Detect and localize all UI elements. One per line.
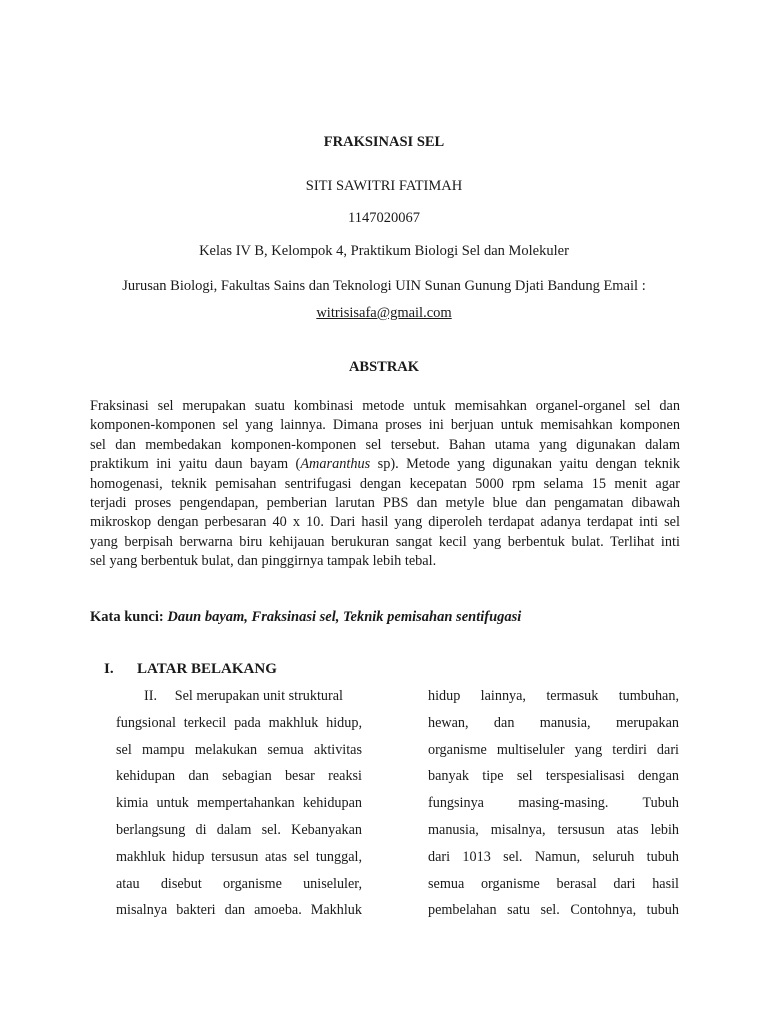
body-column-right bbox=[428, 687, 679, 928]
section-title: LATAR BELAKANG bbox=[137, 661, 277, 677]
subsection-number: II. bbox=[144, 688, 157, 704]
keywords-values: Daun bayam, Fraksinasi sel, Teknik pemisahan sentifugasi bbox=[167, 609, 522, 625]
email-link[interactable]: witrisisafa@gmail.com bbox=[316, 305, 452, 321]
keywords-label: Kata kunci: bbox=[90, 609, 168, 625]
body-line: atau disebut organisme uniseluler, bbox=[116, 875, 362, 892]
abstract-line: terjadi proses pengendapan, pemberian larutan PBS dan metyle blue dan pengamatan dibawah bbox=[90, 494, 680, 511]
body-line: sel mampu melakukan semua aktivitas bbox=[116, 741, 362, 758]
abstract-heading: ABSTRAK bbox=[348, 359, 420, 375]
section-heading bbox=[104, 660, 277, 678]
body-line: semua organisme berasal dari hasil bbox=[428, 875, 679, 892]
email-line bbox=[0, 304, 768, 322]
body-line: makhluk hidup tersusun atas sel tunggal, bbox=[116, 848, 362, 865]
body-line: banyak tipe sel terspesialisasi dengan bbox=[428, 768, 679, 785]
body-column-left bbox=[116, 687, 362, 928]
abstract-body bbox=[90, 397, 680, 572]
abstract-line: mikroskop dengan perbesaran 40 x 10. Dari hasil yang diperoleh terdapat adanya terdapat inti sel bbox=[90, 514, 680, 531]
abstract-line: sel dan membedakan komponen-komponen sel tersebut. Bahan utama yang digunakan dalam bbox=[90, 436, 680, 453]
section-number: I. bbox=[104, 661, 114, 677]
keywords-line bbox=[90, 608, 521, 626]
body-line: organisme multiseluler yang terdiri dari bbox=[428, 741, 679, 758]
body-line: pembelahan satu sel. Contohnya, tubuh bbox=[428, 902, 679, 919]
abstract-line: komponen-komponen sel yang lainnya. Dimana proses ini berjuan untuk memisahkan komponen bbox=[90, 417, 680, 434]
body-line: manusia, misalnya, tersusun atas lebih bbox=[428, 821, 679, 838]
body-text-segment: Sel merupakan unit struktural bbox=[174, 688, 343, 704]
abstract-text-segment: praktikum ini yaitu daun bayam ( bbox=[90, 456, 301, 473]
student-id: 1147020067 bbox=[348, 210, 420, 226]
author-name: SITI SAWITRI FATIMAH bbox=[305, 178, 463, 194]
body-line: hewan, dan manusia, merupakan bbox=[428, 714, 679, 731]
abstract-line: sel yang berbentuk bulat, dan pinggirnya tampak lebih tebal. bbox=[90, 553, 437, 570]
body-line: berlangsung di dalam sel. Kebanyakan bbox=[116, 821, 362, 838]
body-line: kehidupan dan sebagian besar reaksi bbox=[116, 768, 362, 785]
class-info: Kelas IV B, Kelompok 4, Praktikum Biologi Sel dan Molekuler bbox=[199, 243, 569, 259]
body-line: fungsinya masing-masing. Tubuh bbox=[428, 795, 679, 812]
abstract-text-segment: sp). Metode yang digunakan yaitu dengan teknik bbox=[370, 456, 680, 473]
body-line: dari 1013 sel. Namun, seluruh tubuh bbox=[428, 848, 679, 865]
body-line: misalnya bakteri dan amoeba. Makhluk bbox=[116, 902, 362, 919]
abstract-line bbox=[90, 455, 680, 474]
affiliation: Jurusan Biologi, Fakultas Sains dan Teknologi UIN Sunan Gunung Djati Bandung Email : bbox=[122, 278, 646, 294]
abstract-line: yang berpisah berwarna biru kehijauan berukuran sangat kecil yang berbentuk bulat. Terlihat inti bbox=[90, 533, 680, 550]
body-line: fungsional terkecil pada makhluk hidup, bbox=[116, 714, 362, 731]
body-line: hidup lainnya, termasuk tumbuhan, bbox=[428, 688, 679, 704]
body-line bbox=[116, 687, 362, 714]
species-name: Amaranthus bbox=[300, 456, 371, 473]
paper-title: FRAKSINASI SEL bbox=[323, 134, 445, 150]
abstract-line: homogenasi, teknik pemisahan sentrifugasi dengan kecepatan 5000 rpm selama 15 menit agar bbox=[90, 475, 680, 492]
abstract-line: Fraksinasi sel merupakan suatu kombinasi metode untuk memisahkan organel-organel sel dan bbox=[90, 398, 680, 414]
body-line: kimia untuk mempertahankan kehidupan bbox=[116, 795, 362, 812]
